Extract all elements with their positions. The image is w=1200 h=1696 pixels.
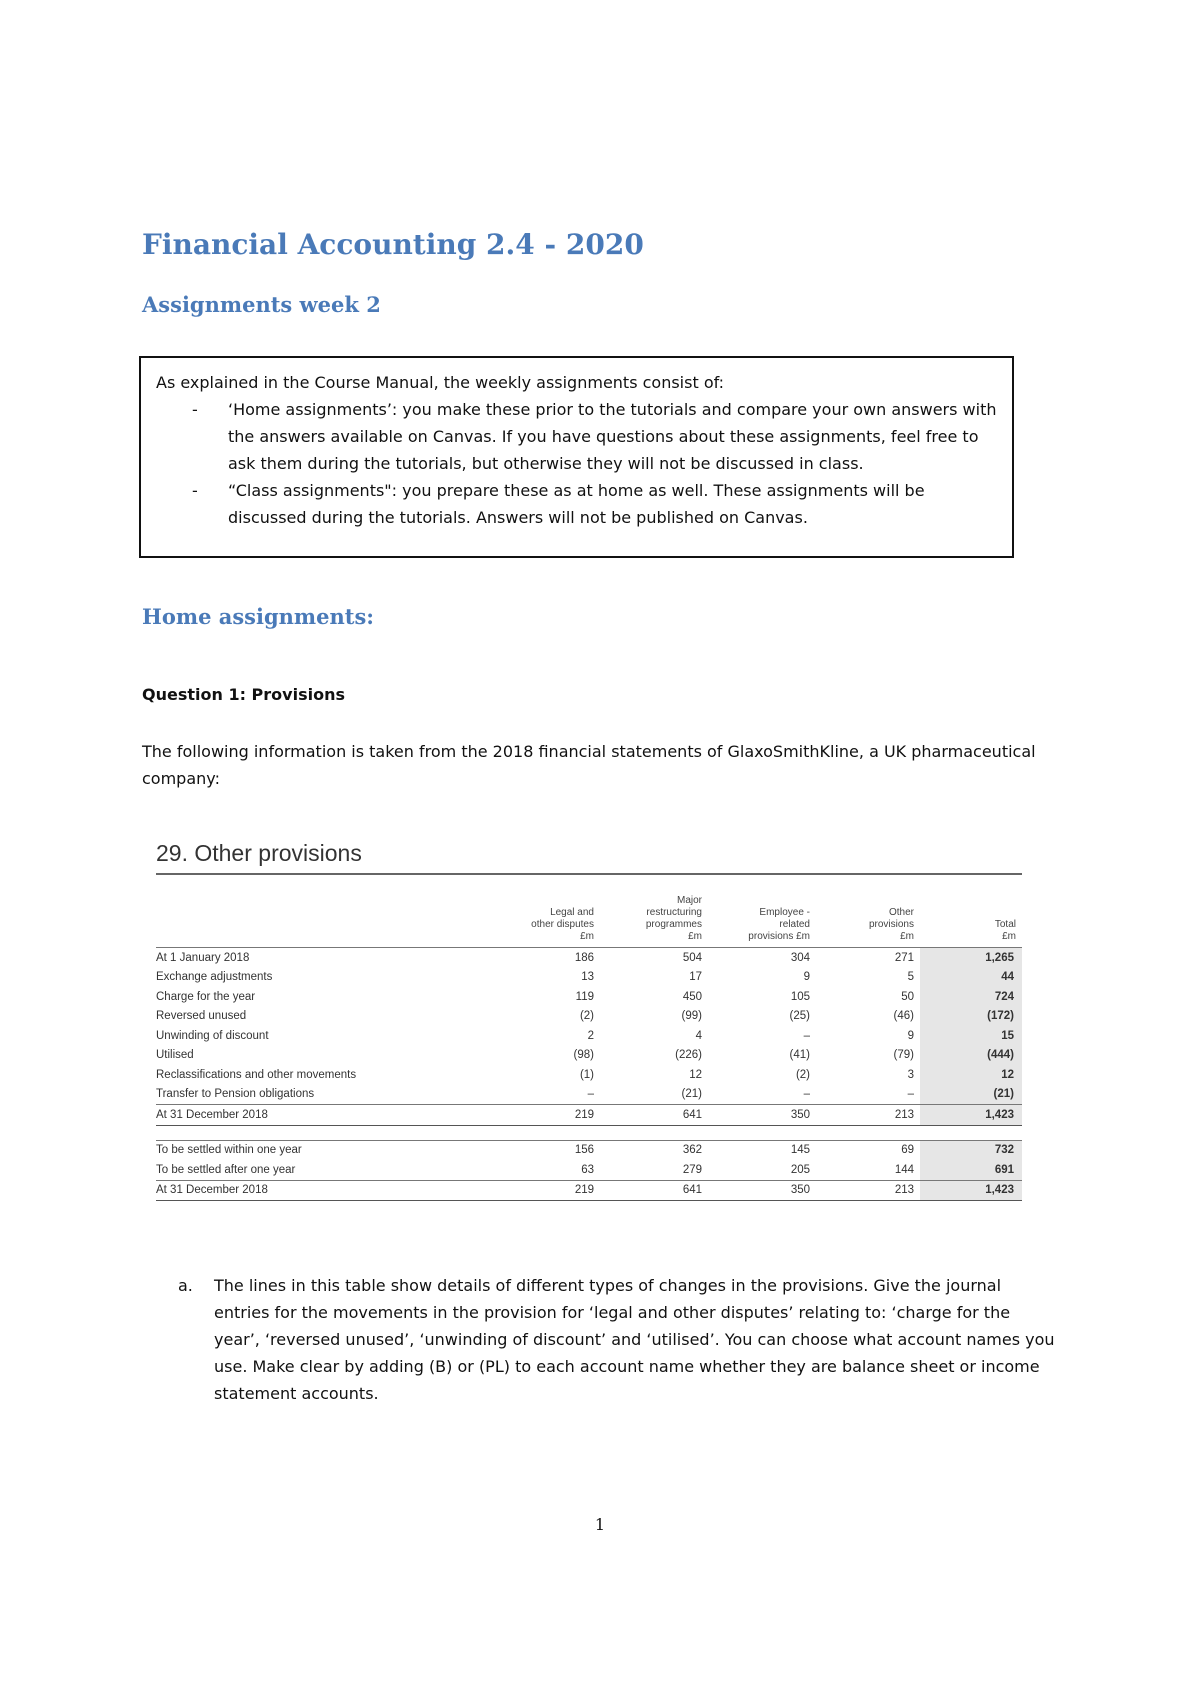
total-cell: 1,423 xyxy=(920,1105,1022,1126)
row-label: Unwinding of discount xyxy=(156,1029,269,1042)
bullet-dash: - xyxy=(192,481,198,500)
header-label-cell xyxy=(156,895,486,948)
spacer-row xyxy=(156,1125,1022,1140)
value-cell: 213 xyxy=(816,1180,920,1201)
table-row xyxy=(156,987,1022,1007)
table-row xyxy=(156,1140,1022,1160)
page-subtitle: Assignments week 2 xyxy=(142,292,381,317)
total-cell: 15 xyxy=(920,1026,1022,1046)
table-row xyxy=(156,1085,1022,1105)
column-header: Major restructuring programmes £m xyxy=(645,895,702,942)
table-row xyxy=(156,1065,1022,1085)
value-cell: (41) xyxy=(789,1049,810,1062)
value-cell: (46) xyxy=(893,1010,914,1023)
table-row xyxy=(156,1007,1022,1027)
provisions-table-title: 29. Other provisions xyxy=(156,840,362,866)
row-label: To be settled within one year xyxy=(156,1140,486,1160)
value-cell: – xyxy=(803,1029,810,1042)
settlement-rows xyxy=(156,1140,1022,1201)
total-cell: (444) xyxy=(920,1046,1022,1066)
row-label: At 31 December 2018 xyxy=(156,1105,486,1126)
value-cell: 3 xyxy=(907,1068,914,1081)
value-cell: 304 xyxy=(708,948,816,968)
row-label: Transfer to Pension obligations xyxy=(156,1088,315,1101)
value-cell: 362 xyxy=(600,1140,708,1160)
spacer xyxy=(156,1125,1022,1140)
value-cell: (2) xyxy=(579,1010,594,1023)
value-cell: (2) xyxy=(795,1068,810,1081)
value-cell: 350 xyxy=(708,1105,816,1126)
row-label: Reclassifications and other movements xyxy=(156,1068,357,1081)
value-cell: 219 xyxy=(486,1180,600,1201)
value-cell: (226) xyxy=(675,1049,702,1062)
total-cell: 1,423 xyxy=(920,1180,1022,1201)
page-number: 1 xyxy=(594,1515,606,1534)
value-cell: 145 xyxy=(708,1140,816,1160)
value-cell: 13 xyxy=(581,971,594,984)
value-cell: 504 xyxy=(600,948,708,968)
table-row xyxy=(156,968,1022,988)
table-row xyxy=(156,948,1022,968)
home-assignments-heading: Home assignments: xyxy=(142,604,375,629)
page-title: Financial Accounting 2.4 - 2020 xyxy=(142,228,644,261)
total-cell: 732 xyxy=(920,1140,1022,1160)
column-header: Total £m xyxy=(994,919,1016,942)
total-cell: (172) xyxy=(920,1007,1022,1027)
value-cell: – xyxy=(803,1088,810,1101)
question-a xyxy=(178,1272,1058,1407)
value-cell: 144 xyxy=(894,1163,914,1176)
table-row xyxy=(156,1105,1022,1126)
value-cell: 641 xyxy=(600,1105,708,1126)
value-cell: (1) xyxy=(579,1068,594,1081)
row-label: At 31 December 2018 xyxy=(156,1180,486,1201)
question-a-label: a. xyxy=(178,1276,193,1295)
value-cell: 4 xyxy=(695,1029,702,1042)
value-cell: 50 xyxy=(901,990,914,1003)
value-cell: 213 xyxy=(816,1105,920,1126)
table-row xyxy=(156,1180,1022,1201)
table-row xyxy=(156,1046,1022,1066)
intro-box xyxy=(139,356,1014,558)
value-cell: 205 xyxy=(790,1163,810,1176)
value-cell: (98) xyxy=(573,1049,594,1062)
value-cell: 350 xyxy=(708,1180,816,1201)
value-cell: – xyxy=(907,1088,914,1101)
value-cell: 105 xyxy=(790,990,810,1003)
question-a-text: The lines in this table show details of different types of changes in the provisions. Give the journal entries for the movements in the provision for ‘legal and other disputes’ relating to: ‘charge for the year’, ‘reversed unused’, ‘unwinding of discount’ and ‘utilised’. You can choose what account names you use. Make clear by adding (B) or (PL) to each account name whether they are balance sheet or income statement accounts. xyxy=(214,1276,1055,1403)
value-cell: 2 xyxy=(587,1029,594,1042)
row-label: To be settled after one year xyxy=(156,1163,296,1176)
bullet-text-class: “Class assignments": you prepare these as at home as well. These assignments will be discussed during the tutorials. Answers will not be published on Canvas. xyxy=(228,481,925,527)
value-cell: 641 xyxy=(600,1180,708,1201)
total-cell: 12 xyxy=(920,1065,1022,1085)
value-cell: 271 xyxy=(816,948,920,968)
value-cell: 17 xyxy=(689,971,702,984)
intro-lead: As explained in the Course Manual, the weekly assignments consist of: xyxy=(156,373,725,392)
total-cell: 691 xyxy=(920,1160,1022,1180)
row-label: Reversed unused xyxy=(156,1010,247,1023)
value-cell: (25) xyxy=(789,1010,810,1023)
value-cell: (99) xyxy=(681,1010,702,1023)
value-cell: 69 xyxy=(816,1140,920,1160)
value-cell: (21) xyxy=(681,1088,702,1101)
value-cell: 12 xyxy=(689,1068,702,1081)
table-row xyxy=(156,1160,1022,1180)
value-cell: 450 xyxy=(682,990,702,1003)
title-rule xyxy=(156,873,1022,875)
bullet-text-home: ‘Home assignments’: you make these prior to the tutorials and compare your own answers with the answers available on Canvas. If you have questions about these assignments, feel free to ask them during the tutorials, but otherwise they will not be discussed in class. xyxy=(228,400,997,473)
column-header: Legal and other disputes £m xyxy=(531,907,594,942)
total-cell: (21) xyxy=(920,1085,1022,1105)
column-header: Other provisions £m xyxy=(868,907,914,942)
total-cell: 1,265 xyxy=(920,948,1022,968)
row-label: At 1 January 2018 xyxy=(156,948,486,968)
value-cell: 186 xyxy=(486,948,600,968)
value-cell: (79) xyxy=(893,1049,914,1062)
row-label: Utilised xyxy=(156,1049,194,1062)
value-cell: 119 xyxy=(575,990,594,1003)
value-cell: 63 xyxy=(581,1163,594,1176)
total-cell: 724 xyxy=(920,987,1022,1007)
value-cell: 279 xyxy=(682,1163,702,1176)
value-cell: 9 xyxy=(907,1029,914,1042)
value-cell: 156 xyxy=(486,1140,600,1160)
value-cell: 9 xyxy=(803,971,810,984)
row-label: Charge for the year xyxy=(156,990,256,1003)
question-1-intro: The following information is taken from the 2018 financial statements of GlaxoSmithKline, a UK pharmaceutical company: xyxy=(142,742,1036,788)
movement-rows xyxy=(156,948,1022,1126)
row-label: Exchange adjustments xyxy=(156,971,273,984)
provisions-table xyxy=(156,895,1022,1201)
question-1-heading: Question 1: Provisions xyxy=(142,685,345,704)
table-header-row xyxy=(156,895,1022,948)
value-cell: – xyxy=(587,1088,594,1101)
total-cell: 44 xyxy=(920,968,1022,988)
column-header: Employee -related provisions £m xyxy=(748,907,810,942)
bullet-dash: - xyxy=(192,400,198,419)
value-cell: 5 xyxy=(907,971,914,984)
value-cell: 219 xyxy=(486,1105,600,1126)
table-row xyxy=(156,1026,1022,1046)
intro-bullet xyxy=(156,396,998,477)
intro-bullet xyxy=(156,477,998,531)
